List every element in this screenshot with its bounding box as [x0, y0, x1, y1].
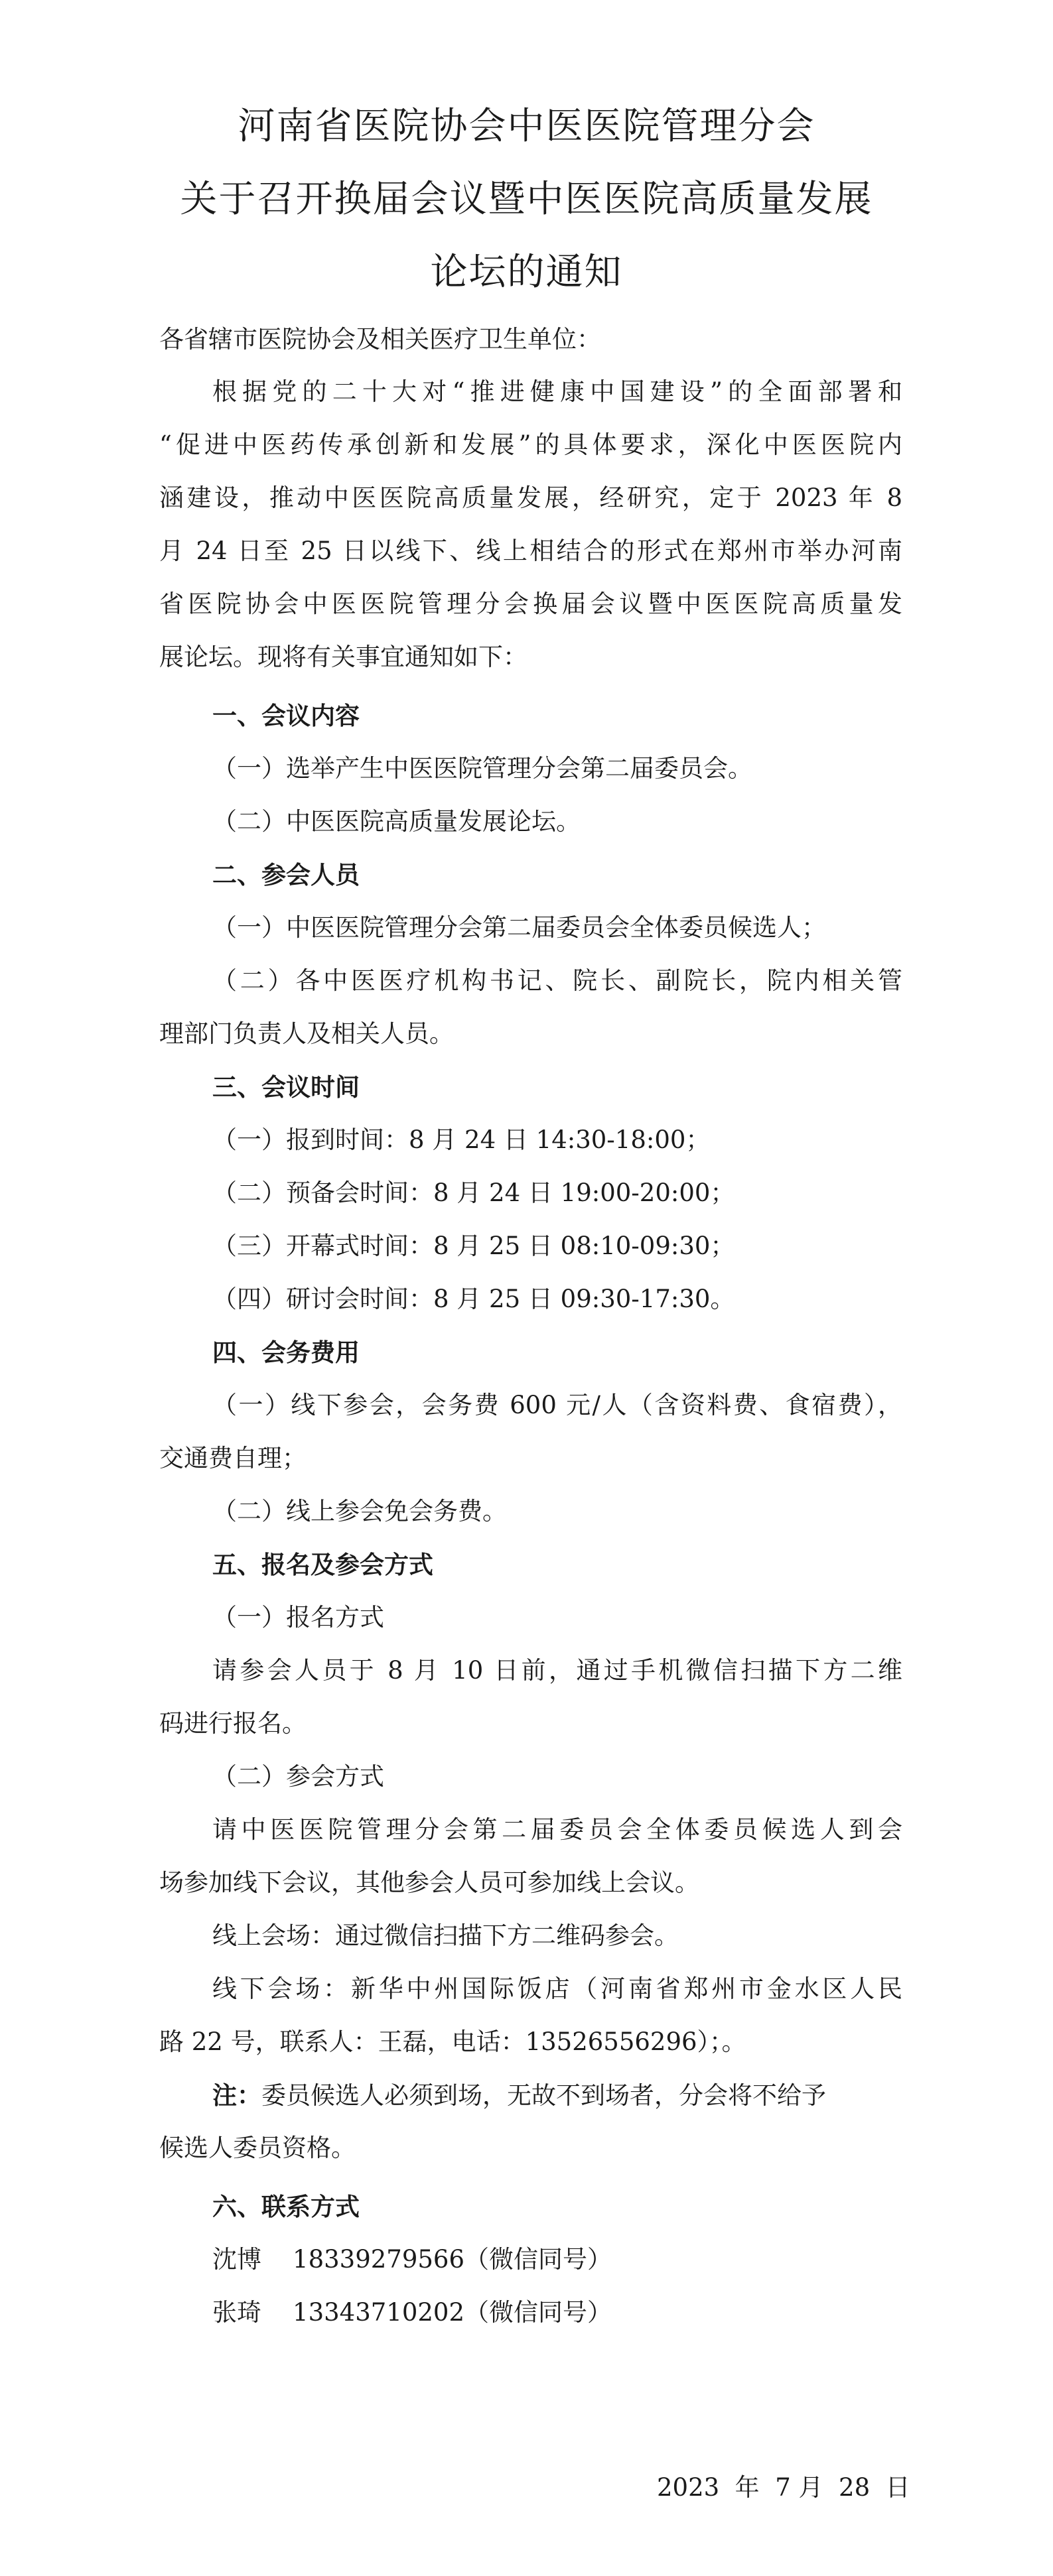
note-line	[212, 2079, 902, 2112]
salutation: 各省辖市医院协会及相关医疗卫生单位：	[159, 325, 601, 354]
paragraph-line: 请中医医院管理分会第二届委员会全体委员候选人到会	[212, 1815, 902, 1844]
list-item: （一）线下参会，会务费 600 元/人（含资料费、食宿费），	[212, 1391, 902, 1419]
contact-item: 沈博 18339279566（微信同号）	[212, 2245, 612, 2274]
schedule-item: （二）预备会时间：8 月 24 日 19:00-20:00；	[212, 1179, 735, 1207]
section-heading: 三、会议时间	[212, 1072, 360, 1102]
note-line: 候选人委员资格。	[159, 2134, 356, 2162]
online-venue: 线上会场：通过微信扫描下方二维码参会。	[212, 1921, 679, 1950]
list-item: （一）中医医院管理分会第二届委员会全体委员候选人；	[212, 913, 826, 942]
intro-line: 展论坛。现将有关事宜通知如下：	[159, 643, 527, 671]
note-label: 注：	[212, 2081, 261, 2110]
list-item: 理部门负责人及相关人员。	[159, 1019, 454, 1048]
section-heading: 一、会议内容	[212, 701, 360, 730]
list-item: （二）中医医院高质量发展论坛。	[212, 807, 581, 836]
offline-venue: 线下会场：新华中州国际饭店（河南省郑州市金水区人民	[212, 1974, 902, 2003]
section-heading: 二、参会人员	[212, 860, 360, 889]
note-text: 委员候选人必须到场，无故不到场者，分会将不给予	[261, 2081, 826, 2110]
schedule-item: （三）开幕式时间：8 月 25 日 08:10-09:30；	[212, 1232, 735, 1260]
paragraph-line: 码进行报名。	[159, 1709, 307, 1738]
list-item: 交通费自理；	[159, 1444, 307, 1472]
intro-line: “促进中医药传承创新和发展”的具体要求，深化中医医院内	[159, 430, 902, 459]
sub-heading: （一）报名方式	[212, 1603, 384, 1632]
schedule-item: （一）报到时间：8 月 24 日 14:30-18:00；	[212, 1126, 711, 1154]
paragraph-line: 请参会人员于 8 月 10 日前，通过手机微信扫描下方二维	[212, 1656, 902, 1685]
section-heading: 五、报名及参会方式	[212, 1550, 433, 1579]
intro-line: 涵建设，推动中医医院高质量发展，经研究，定于 2023 年 8	[159, 483, 902, 512]
paragraph-line: 场参加线下会议，其他参会人员可参加线上会议。	[159, 1868, 699, 1897]
list-item: （二）线上参会免会务费。	[212, 1497, 507, 1525]
title-line-2: 关于召开换届会议暨中医医院高质量发展	[180, 178, 873, 221]
contact-item: 张琦 13343710202（微信同号）	[212, 2298, 612, 2327]
schedule-item: （四）研讨会时间：8 月 25 日 09:30-17:30。	[212, 1285, 735, 1313]
intro-line: 根据党的二十大对“推进健康中国建设”的全面部署和	[212, 377, 902, 406]
intro-line: 省医院协会中医医院管理分会换届会议暨中医医院高质量发	[159, 590, 902, 618]
sub-heading: （二）参会方式	[212, 1762, 384, 1791]
document-date: 2023 年 7 月 28 日	[657, 2473, 910, 2502]
list-item: （二）各中医医疗机构书记、院长、副院长，院内相关管	[212, 966, 902, 995]
offline-venue: 路 22 号，联系人：王磊，电话：13526556296）；。	[159, 2028, 746, 2056]
section-heading: 六、联系方式	[212, 2192, 360, 2221]
list-item: （一）选举产生中医医院管理分会第二届委员会。	[212, 754, 752, 783]
section-heading: 四、会务费用	[212, 1338, 360, 1367]
title-line-3: 论坛的通知	[430, 251, 623, 294]
title-line-1: 河南省医院协会中医医院管理分会	[238, 105, 815, 148]
intro-line: 月 24 日至 25 日以线下、线上相结合的形式在郑州市举办河南	[159, 537, 902, 565]
